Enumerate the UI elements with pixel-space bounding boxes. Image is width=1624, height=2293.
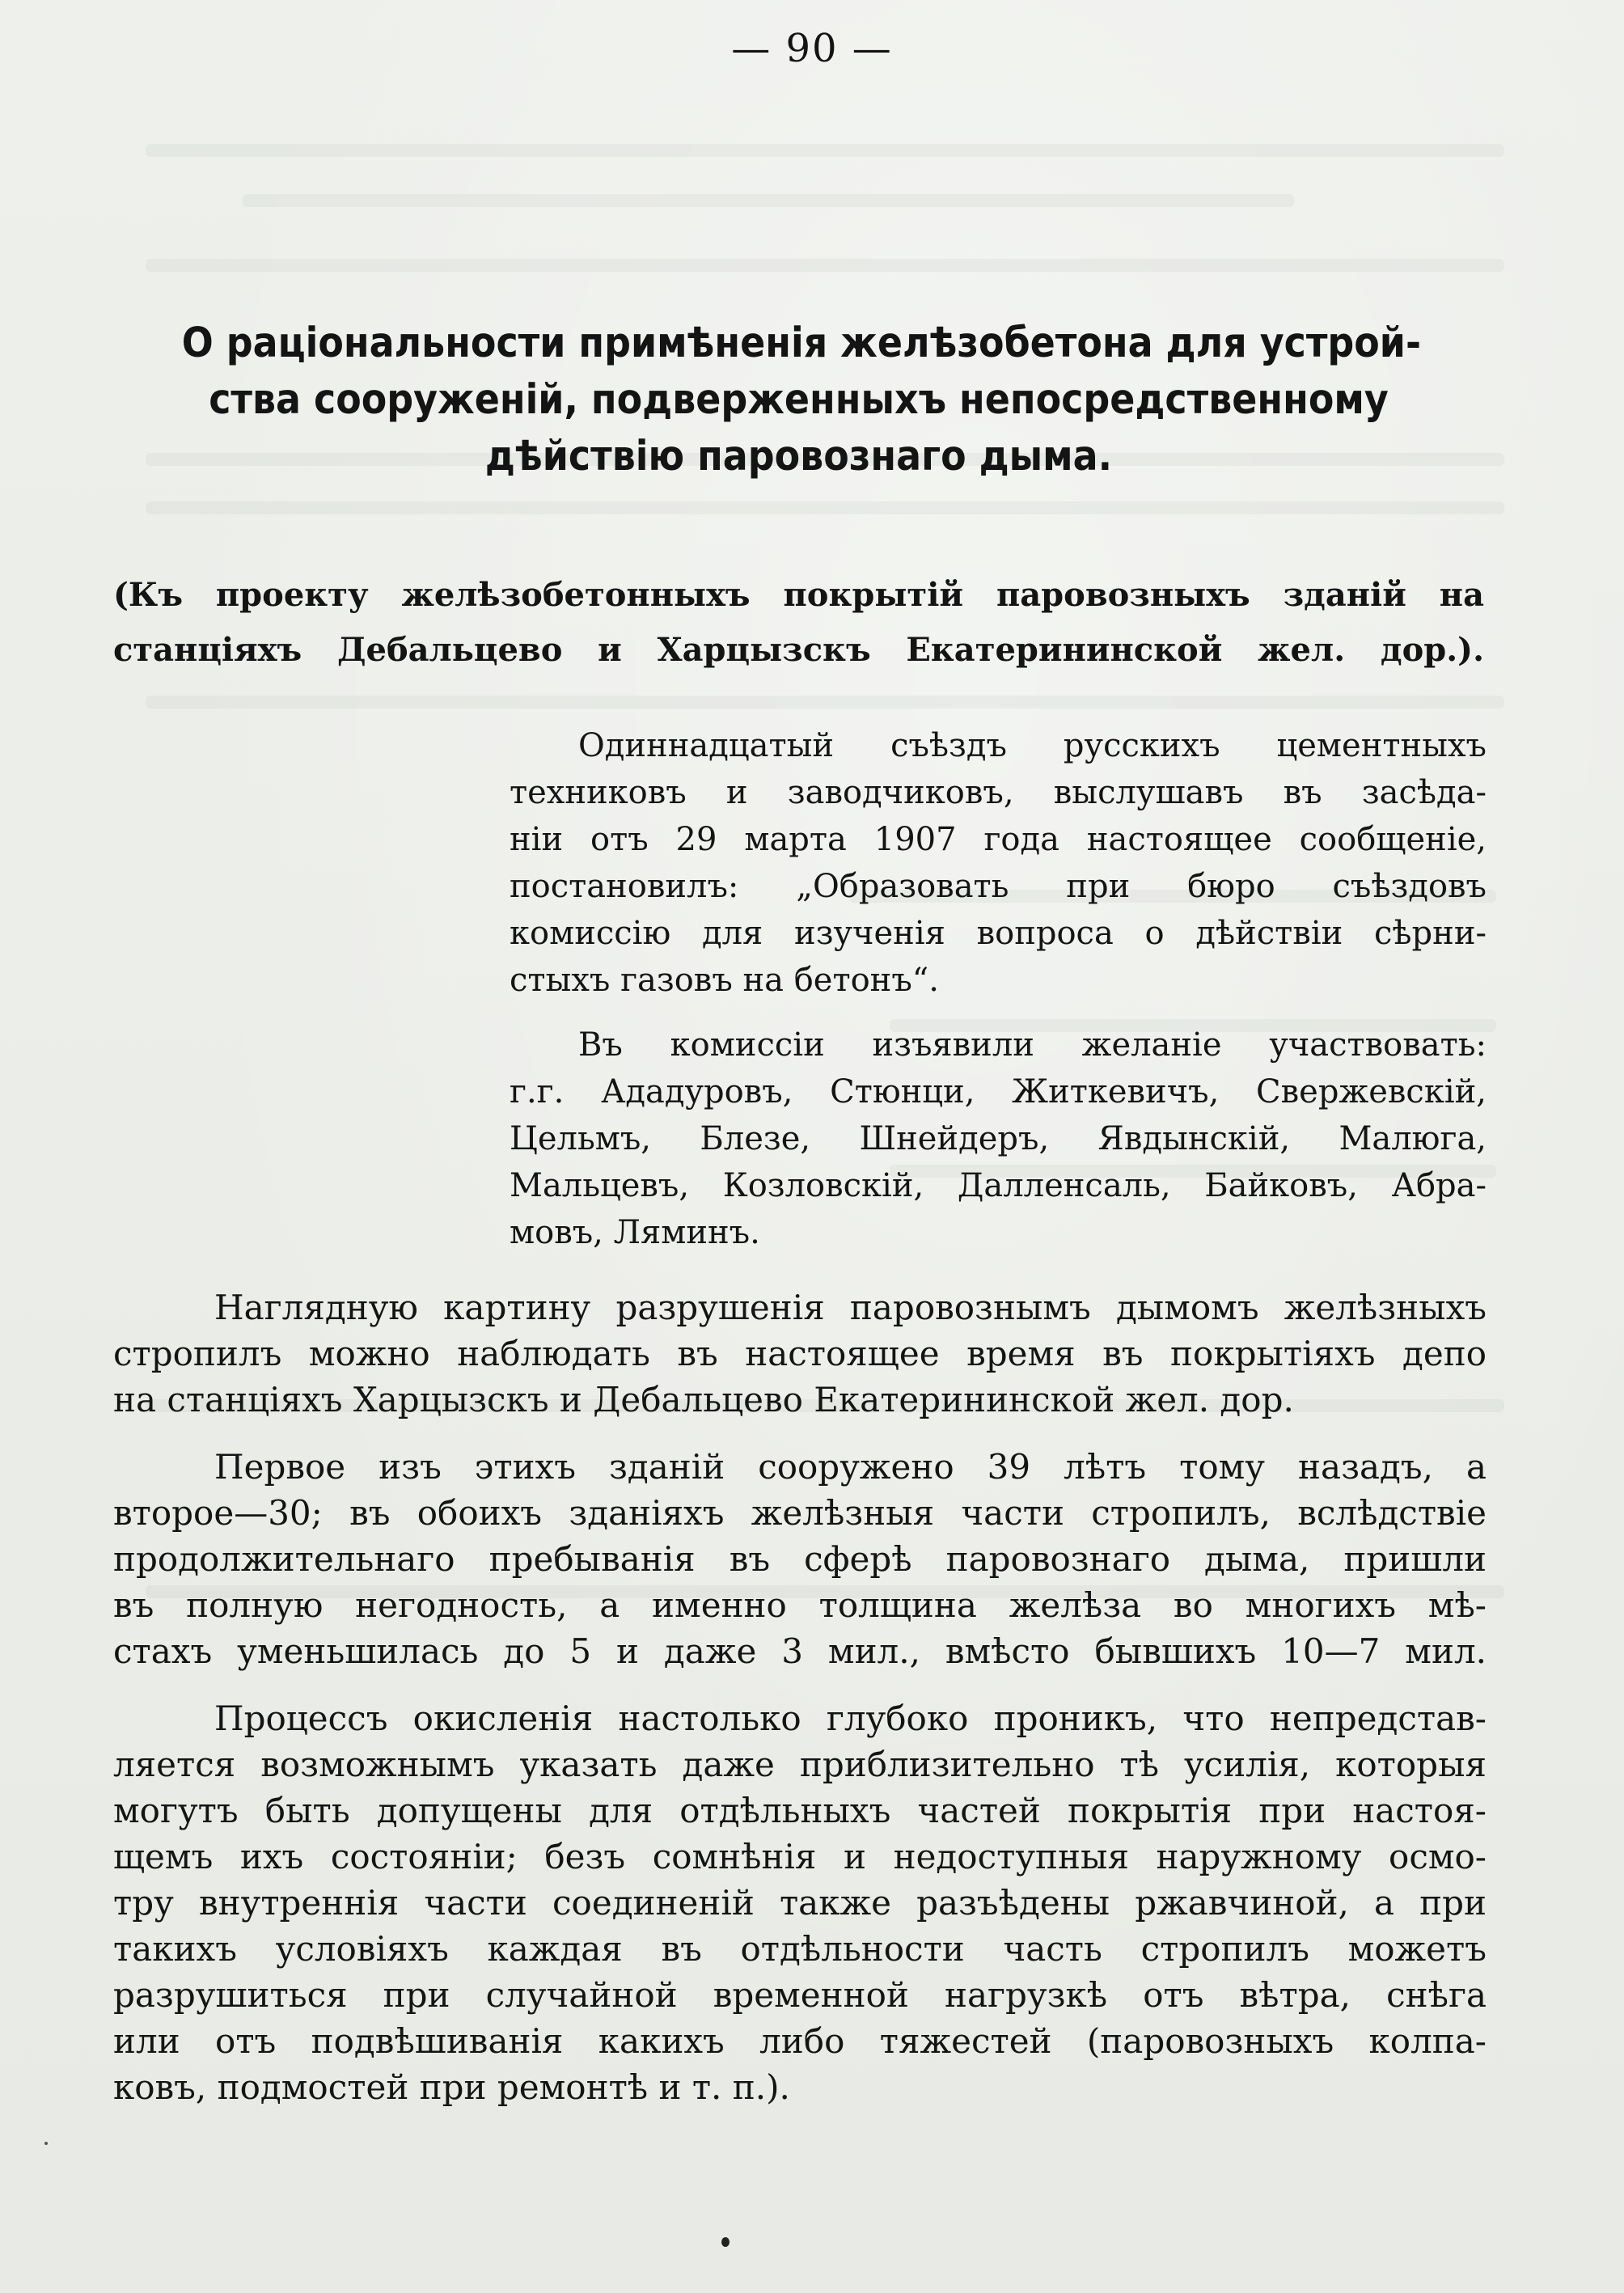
article-body [113,1284,1487,2131]
body-line: Процессъ окисленія настолько глубоко проникъ, что непредстав- [214,1699,1487,1738]
body-line: на станціяхъ Харцызскъ и Дебальцево Екатерининской жел. дор. [113,1380,1294,1419]
resolution-line: мовъ, Ляминъ. [510,1214,760,1251]
article-title [181,315,1422,485]
body-line: щемъ ихъ состояніи; безъ сомнѣнія и недоступныя наружному осмо- [113,1837,1487,1876]
title-line: О раціональности примѣненія желѣзобетона для устрой- [181,319,1422,367]
body-line: тру внутреннія части соединеній также разъѣдены ржавчиной, а при [113,1883,1487,1923]
title-line: дѣйствію паровознаго дыма. [484,433,1113,480]
resolution-line: Цельмъ, Блезе, Шнейдеръ, Явдынскій, Малюга, [510,1120,1487,1157]
commission-members-paragraph [510,1022,1487,1256]
congress-resolution-block [510,722,1487,1256]
bleed-through-line [146,696,1504,709]
page-number: — 90 — [731,26,893,71]
body-line: разрушиться при случайной временной нагрузкѣ отъ вѣтра, снѣга [113,1975,1487,2015]
body-line: въ полную негодность, а именно толщина желѣза во многихъ мѣ- [113,1585,1487,1625]
body-paragraph [113,1695,1487,2110]
title-line: ства сооруженій, подверженныхъ непосредственному [209,376,1389,424]
bleed-through-line [243,194,1294,207]
subtitle-line: (Къ проекту желѣзобетонныхъ покрытій паровозныхъ зданій на [113,576,1484,614]
resolution-line: Одиннадцатый съѣздъ русскихъ цементныхъ [578,727,1487,764]
subtitle-line: станціяхъ Дебальцево и Харцызскъ Екатерининской жел. дор.). [113,631,1484,669]
body-line: второе—30; въ обоихъ зданіяхъ желѣзныя части стропилъ, вслѣдствіе [113,1493,1487,1533]
ink-speck [44,2142,48,2145]
body-line: Первое изъ этихъ зданій сооружено 39 лѣтъ тому назадъ, а [214,1447,1487,1487]
body-line: ковъ, подмостей при ремонтѣ и т. п.). [113,2067,790,2107]
body-line: ляется возможнымъ указать даже приблизительно тѣ усилія, которыя [113,1745,1487,1784]
body-line: могутъ быть допущены для отдѣльныхъ частей покрытія при настоя- [113,1791,1487,1830]
body-line: продолжительнаго пребыванія въ сферѣ паровознаго дыма, пришли [113,1539,1487,1579]
resolution-line: Мальцевъ, Козловскій, Далленсаль, Байковъ, Абра- [510,1167,1487,1204]
body-line: стахъ уменьшилась до 5 и даже 3 мил., вмѣсто бывшихъ 10—7 мил. [113,1631,1487,1671]
body-paragraph [113,1284,1487,1423]
body-line: стропилъ можно наблюдать въ настоящее время въ покрытіяхъ депо [113,1334,1487,1373]
article-subtitle [113,568,1484,678]
body-paragraph [113,1444,1487,1674]
body-line: или отъ подвѣшиванія какихъ либо тяжестей (паровозныхъ колпа- [113,2021,1487,2061]
resolution-line: г.г. Ададуровъ, Стюнци, Житкевичъ, Свержевскій, [510,1073,1487,1111]
resolution-line: Въ комиссіи изъявили желаніе участвовать: [578,1026,1487,1064]
body-line: такихъ условіяхъ каждая въ отдѣльности часть стропилъ можетъ [113,1929,1487,1969]
bleed-through-line [146,144,1504,157]
body-line: Наглядную картину разрушенія паровознымъ дымомъ желѣзныхъ [214,1288,1487,1327]
resolution-line: ніи отъ 29 марта 1907 года настоящее сообщеніе, [510,821,1487,858]
resolution-line: техниковъ и заводчиковъ, выслушавъ въ засѣда- [510,774,1487,811]
resolution-line: постановилъ: „Образовать при бюро съѣздовъ [510,868,1487,905]
resolution-paragraph [510,722,1487,1004]
ink-speck [721,2237,730,2247]
resolution-line: стыхъ газовъ на бетонъ“. [510,962,939,999]
resolution-line: комиссію для изученія вопроса о дѣйствіи сѣрни- [510,915,1487,952]
bleed-through-line [146,501,1504,514]
bleed-through-line [146,259,1504,272]
